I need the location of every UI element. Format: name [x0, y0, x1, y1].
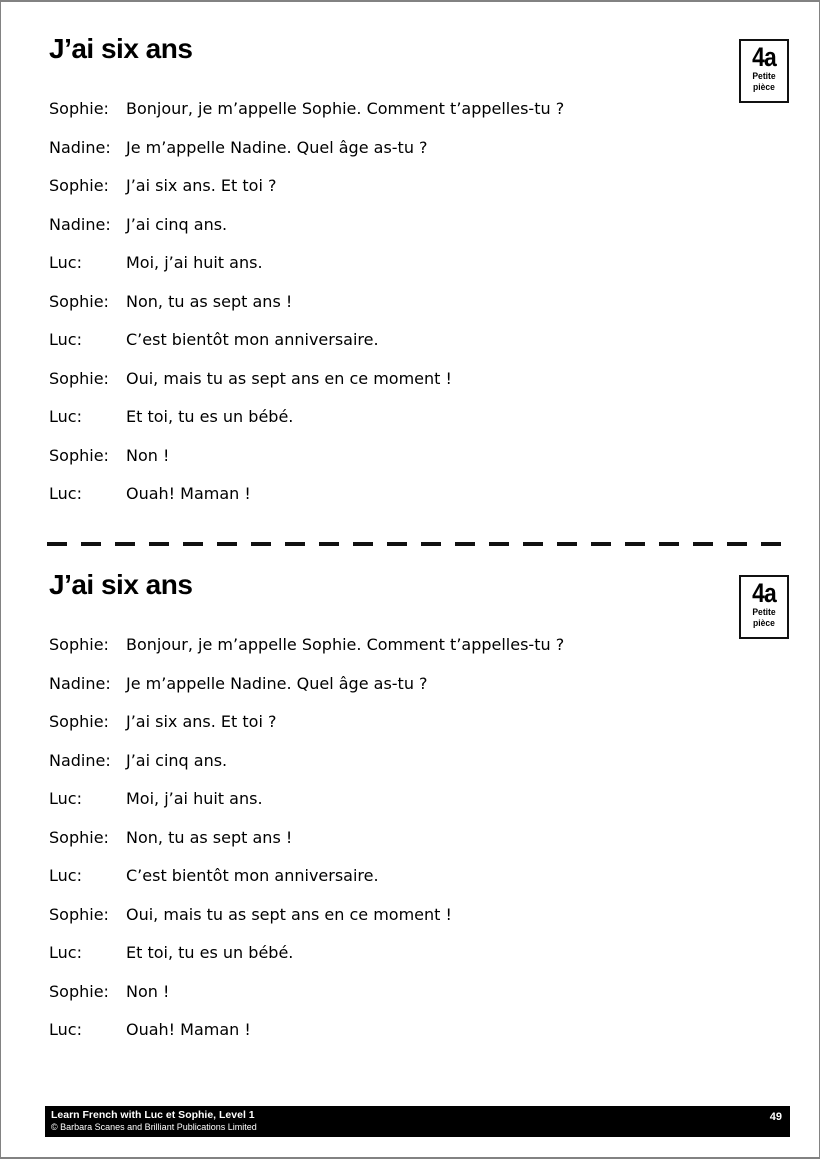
dialogue-row — [49, 99, 789, 119]
dialogue-row — [49, 253, 789, 273]
dialogue-text: C’est bientôt mon anniversaire. — [126, 866, 379, 885]
speaker-name: Sophie: — [49, 291, 109, 311]
play-script-copy-bottom — [49, 568, 789, 1059]
badge-type-line2: pièce — [753, 82, 775, 93]
footer-left-block — [51, 1109, 257, 1133]
speaker-name: Nadine: — [49, 750, 111, 770]
dialogue-text: Non, tu as sept ans ! — [126, 291, 293, 311]
dialogue-text: Je m’appelle Nadine. Quel âge as-tu ? — [126, 673, 428, 693]
speaker-name: Nadine: — [49, 137, 111, 157]
dialogue-text: Oui, mais tu as sept ans en ce moment ! — [126, 368, 452, 388]
footer-series-title: Learn French with Luc et Sophie, Level 1 — [51, 1109, 255, 1121]
dialogue-row — [49, 828, 789, 848]
speaker-name: Sophie: — [49, 368, 109, 388]
dialogue-text: J’ai six ans. Et toi ? — [126, 712, 277, 731]
speaker-name: Luc: — [49, 484, 82, 503]
page-title: J’ai six ans — [49, 569, 193, 600]
dialogue-text: Non ! — [126, 445, 170, 465]
page-title: J’ai six ans — [49, 33, 193, 64]
dialogue-text: C’est bientôt mon anniversaire. — [126, 330, 379, 349]
dialogue-row — [49, 330, 789, 350]
activity-badge — [739, 575, 789, 639]
speaker-name: Sophie: — [49, 981, 109, 1001]
speaker-name: Luc: — [49, 789, 82, 808]
dialogue-row — [49, 138, 789, 158]
speaker-name: Nadine: — [49, 673, 111, 693]
footer-bar — [45, 1106, 790, 1137]
dialogue-text: Non ! — [126, 981, 170, 1001]
badge-code: 4a — [752, 578, 776, 608]
dialogue-row — [49, 484, 789, 504]
speaker-name: Sophie: — [49, 635, 109, 654]
dialogue-text: J’ai cinq ans. — [126, 750, 228, 770]
dialogue-row — [49, 789, 789, 809]
badge-code: 4a — [752, 42, 776, 72]
dialogue-row — [49, 407, 789, 427]
dialogue-text: Moi, j’ai huit ans. — [126, 789, 263, 808]
speaker-name: Nadine: — [49, 214, 111, 234]
speaker-name: Sophie: — [49, 712, 109, 731]
activity-badge — [739, 39, 789, 103]
cut-here-dashed-line — [47, 542, 789, 546]
dialogue-text: Et toi, tu es un bébé. — [126, 943, 294, 962]
dialogue-text: Je m’appelle Nadine. Quel âge as-tu ? — [126, 137, 428, 157]
speaker-name: Luc: — [49, 407, 82, 426]
dialogue-row — [49, 446, 789, 466]
speaker-name: Luc: — [49, 330, 82, 349]
speaker-name: Sophie: — [49, 904, 109, 924]
dialogue-row — [49, 943, 789, 963]
dialogue-list — [49, 99, 789, 504]
speaker-name: Luc: — [49, 866, 82, 885]
dialogue-text: Oui, mais tu as sept ans en ce moment ! — [126, 904, 452, 924]
play-script-copy-top — [49, 32, 789, 523]
dialogue-text: Ouah! Maman ! — [126, 484, 251, 503]
badge-type-line1: Petite — [752, 71, 776, 82]
dialogue-text: Non, tu as sept ans ! — [126, 827, 293, 847]
speaker-name: Sophie: — [49, 99, 109, 118]
dialogue-row — [49, 712, 789, 732]
dialogue-text: Moi, j’ai huit ans. — [126, 253, 263, 272]
speaker-name: Sophie: — [49, 827, 109, 847]
dialogue-list — [49, 635, 789, 1040]
dialogue-row — [49, 292, 789, 312]
footer-copyright: © Barbara Scanes and Brilliant Publications Limited — [51, 1122, 257, 1132]
speaker-name: Sophie: — [49, 176, 109, 195]
dialogue-text: J’ai cinq ans. — [126, 214, 228, 234]
dialogue-row — [49, 905, 789, 925]
dialogue-text: Bonjour, je m’appelle Sophie. Comment t’appelles-tu ? — [126, 99, 565, 118]
dialogue-row — [49, 674, 789, 694]
dialogue-row — [49, 635, 789, 655]
dialogue-row — [49, 176, 789, 196]
speaker-name: Luc: — [49, 943, 82, 962]
dialogue-text: Et toi, tu es un bébé. — [126, 407, 294, 426]
dialogue-text: Bonjour, je m’appelle Sophie. Comment t’appelles-tu ? — [126, 635, 565, 654]
dialogue-row — [49, 215, 789, 235]
dialogue-row — [49, 866, 789, 886]
badge-type-line1: Petite — [752, 607, 776, 618]
speaker-name: Sophie: — [49, 445, 109, 465]
dialogue-row — [49, 369, 789, 389]
dialogue-text: Ouah! Maman ! — [126, 1020, 251, 1039]
dialogue-row — [49, 751, 789, 771]
footer-page-number: 49 — [769, 1111, 782, 1123]
dialogue-row — [49, 1020, 789, 1040]
dialogue-row — [49, 982, 789, 1002]
speaker-name: Luc: — [49, 253, 82, 272]
badge-type-line2: pièce — [753, 618, 775, 629]
dialogue-text: J’ai six ans. Et toi ? — [126, 176, 277, 195]
speaker-name: Luc: — [49, 1020, 82, 1039]
